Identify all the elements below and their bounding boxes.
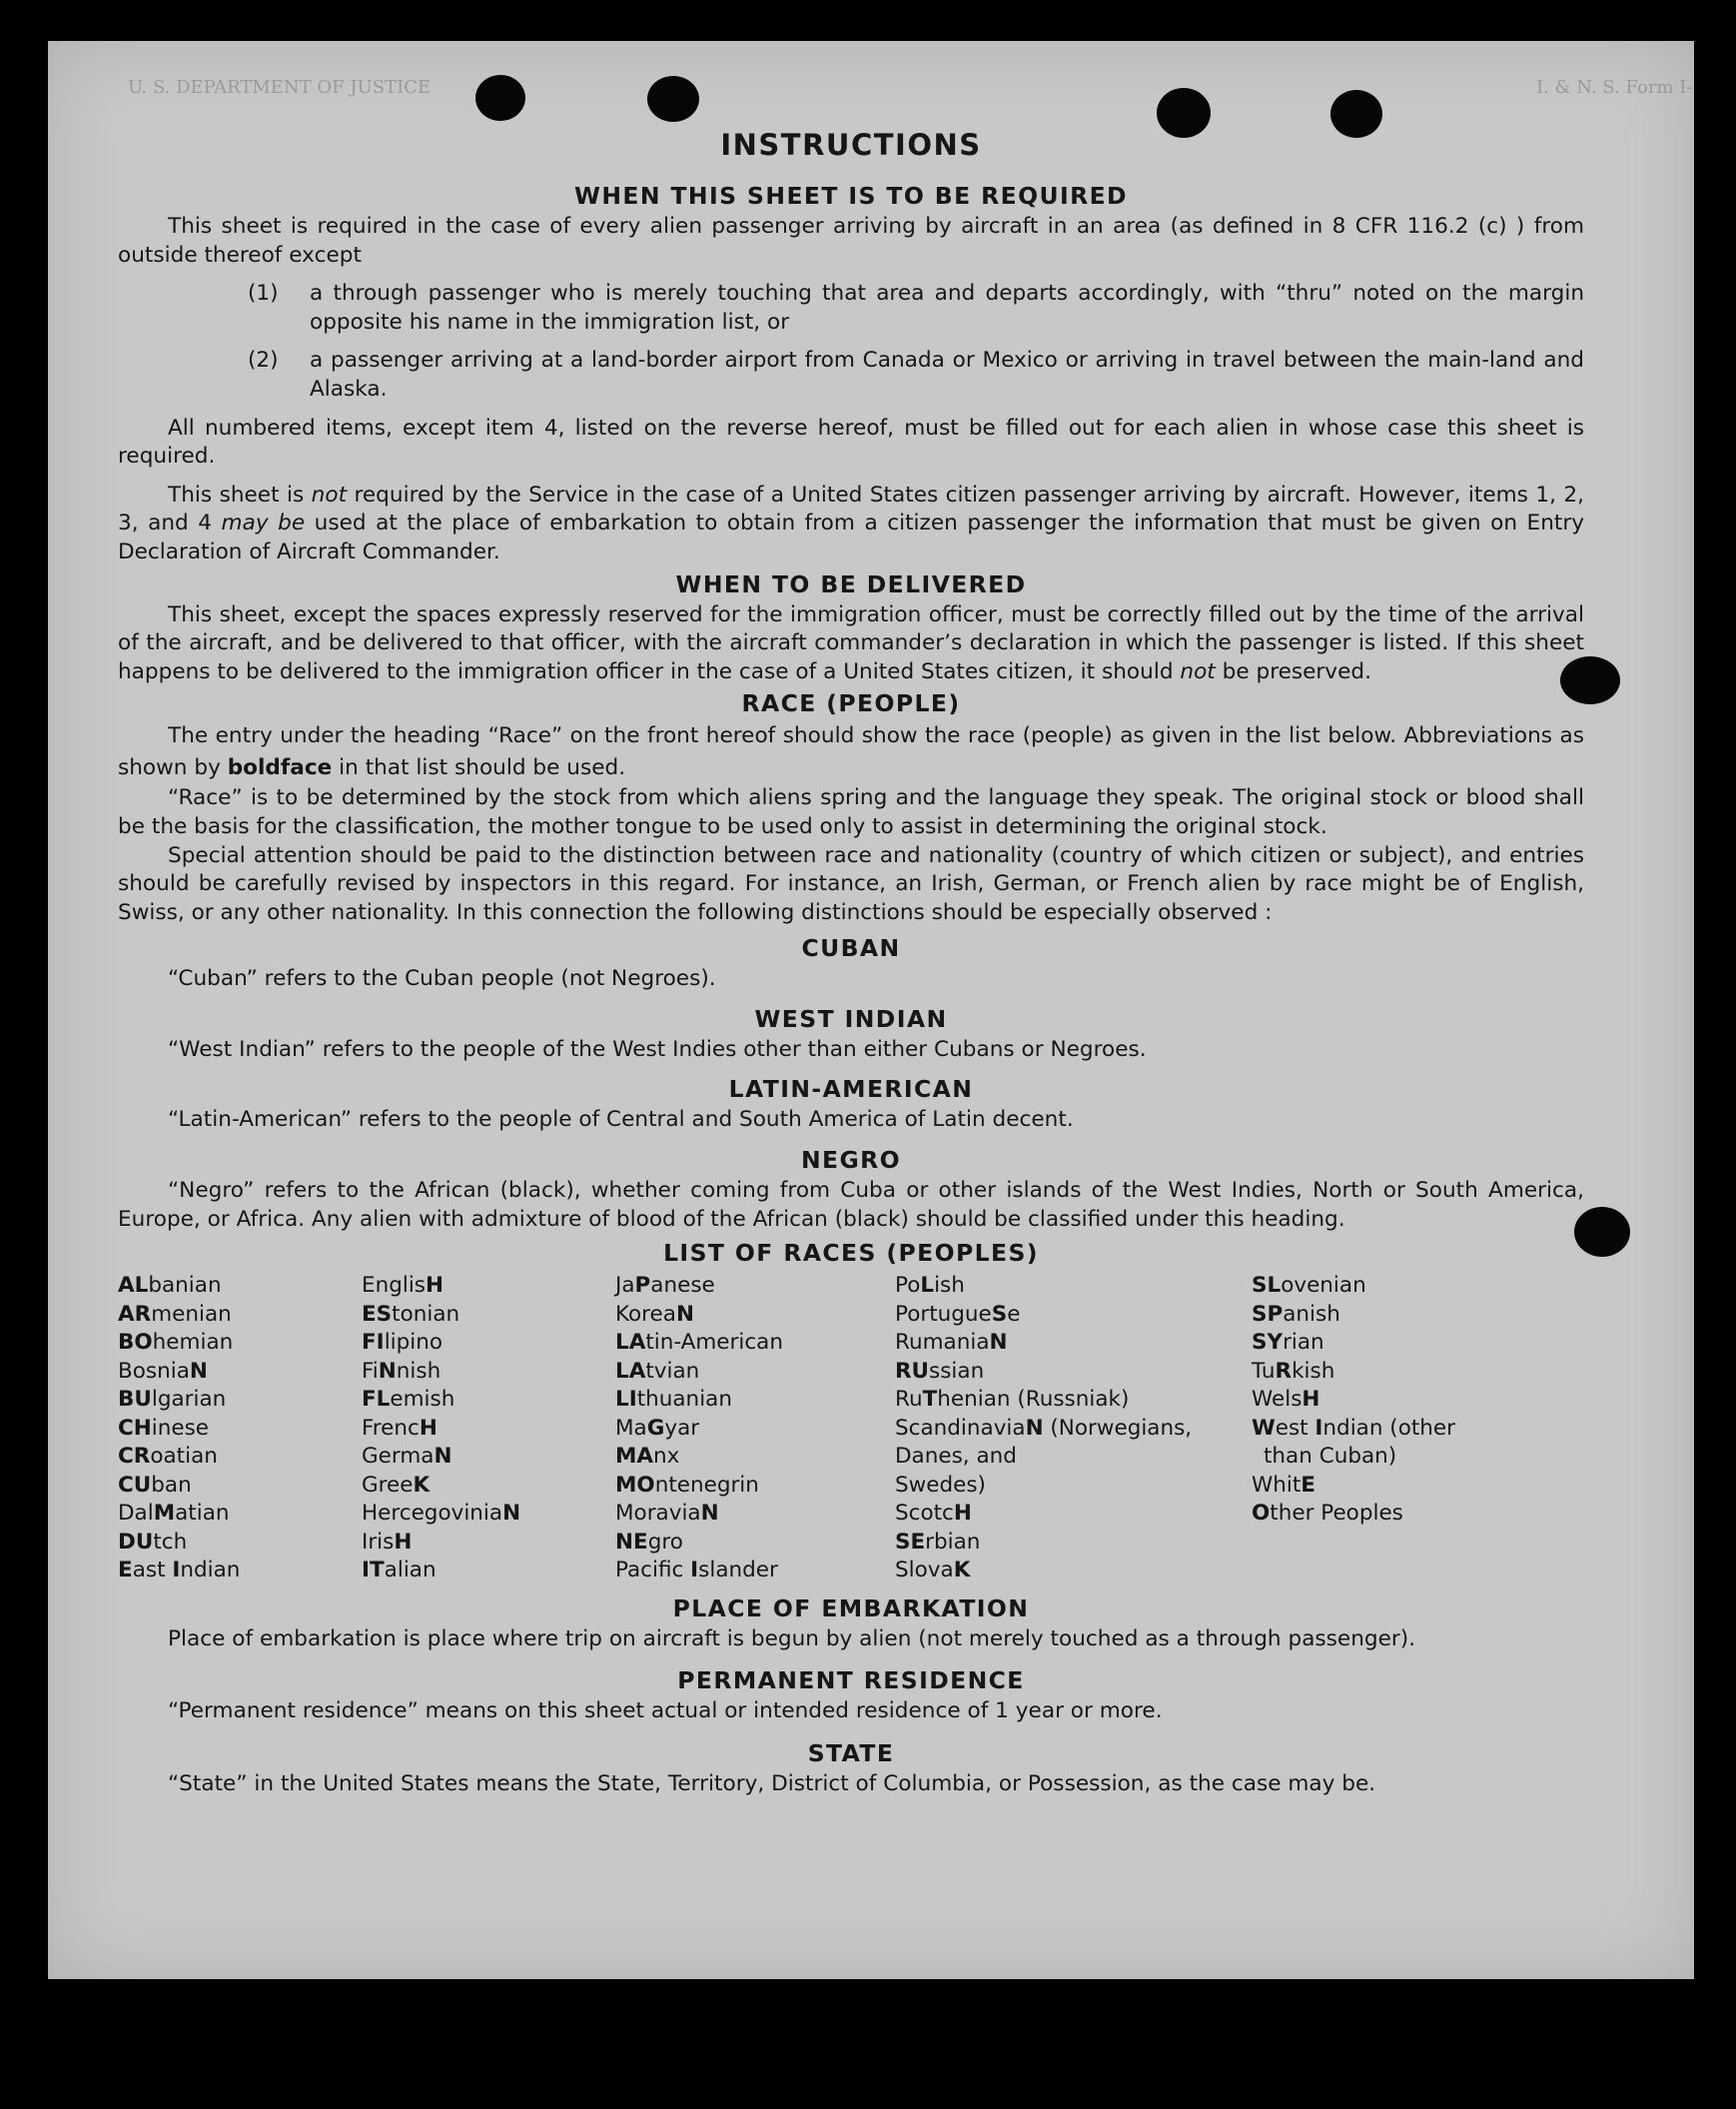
para-negro: “Negro” refers to the African (black), whether coming from Cuba or other islands of the West Indies, North or South America, Europe, or Africa. Any alien with admixture of blood of the African (black) should be classified under this heading.: [118, 1178, 1584, 1232]
race-entry: FIlipino: [362, 1330, 443, 1356]
punch-hole: [647, 76, 699, 122]
race-entry: SPanish: [1252, 1301, 1340, 1327]
race-entry: ScandinaviaN (Norwegians,: [895, 1415, 1193, 1441]
heading-race: RACE (PEOPLE): [741, 689, 961, 718]
race-column: [362, 1272, 615, 1585]
para-race-distinction: Special attention should be paid to the distinction between race and nationality (country of which citizen or subject), and entries should be carefully revised by inspectors in this regard. For instance, an Irish, German, or French alien by race might be of English, Swiss, or any other nationality. In this connection the following distinctions should be especially observed :: [118, 842, 1584, 925]
heading-when-delivered: WHEN TO BE DELIVERED: [675, 569, 1027, 598]
race-entry: TuRkish: [1252, 1358, 1335, 1384]
race-entry: WhitE: [1252, 1472, 1315, 1498]
item-number: (1): [248, 281, 279, 307]
race-entry: FLemish: [362, 1387, 455, 1413]
race-entry: ALbanian: [118, 1273, 222, 1299]
item-text: a through passenger who is merely touching that area and departs accordingly, with “thru” noted on the margin opposite his name in the immigration list, or: [310, 281, 1584, 335]
race-entry: IrisH: [362, 1529, 413, 1555]
para-delivered: This sheet, except the spaces expressly reserved for the immigration officer, must be correctly filled out by the time of the arrival of the aircraft, and be delivered to that officer, with the aircraft commander’s declaration in which the passenger is listed. If this sheet happens to be delivered to the immigration officer in the case of a United States citizen, it should not be preserved.: [118, 601, 1584, 684]
item-number: (2): [248, 348, 279, 374]
race-entry: SlovaK: [895, 1558, 971, 1583]
instructions-content: [118, 125, 1584, 1799]
heading-west-indian: WEST INDIAN: [754, 1004, 948, 1033]
race-entry: MOntenegrin: [615, 1472, 759, 1498]
item-text: a passenger arriving at a land-border airport from Canada or Mexico or arriving in travel between the main-land and Alaska.: [310, 348, 1584, 402]
race-entry: Danes, and: [895, 1444, 1017, 1470]
race-entry: LAtin-American: [615, 1330, 783, 1356]
race-entry: Other Peoples: [1252, 1501, 1403, 1527]
race-entry: SErbian: [895, 1529, 981, 1555]
heading-state: STATE: [807, 1738, 895, 1767]
race-entry: LIthuanian: [615, 1387, 732, 1413]
race-entry: EStonian: [362, 1301, 460, 1327]
race-entry: Swedes): [895, 1472, 986, 1498]
punch-hole: [475, 75, 525, 121]
race-entry: NEgro: [615, 1529, 683, 1555]
required-intro: This sheet is required in the case of every alien passenger arriving by aircraft in an area (as defined in 8 CFR 116.2 (c) ) from outside thereof except: [118, 214, 1584, 268]
race-column: [118, 1272, 362, 1585]
race-entry: HercegoviniaN: [362, 1501, 521, 1527]
race-entry: DUtch: [118, 1529, 188, 1555]
race-entry: BUlgarian: [118, 1387, 227, 1413]
race-entry: East Indian: [118, 1558, 241, 1583]
para-cuban: “Cuban” refers to the Cuban people (not Negroes).: [168, 966, 716, 992]
para-citizen: This sheet is not required by the Service in the case of a United States citizen passenger arriving by aircraft. However, items 1, 2, 3, and 4 may be used at the place of embarkation to obtain from a citizen passenger the information that must be given on Entry Declaration of Aircraft Commander.: [118, 482, 1585, 564]
race-entry: EnglisH: [362, 1273, 444, 1299]
heading-latin-american: LATIN-AMERICAN: [728, 1075, 974, 1104]
race-entry: BosniaN: [118, 1358, 208, 1384]
heading-negro: NEGRO: [800, 1146, 902, 1175]
race-entry: ScotcH: [895, 1501, 972, 1527]
race-entry: MaGyar: [615, 1415, 700, 1441]
para-race-stock: “Race” is to be determined by the stock from which aliens spring and the language they speak. The original stock or blood shall be the basis for the classification, the mother tongue to be used only to assist in determining the original stock.: [118, 785, 1584, 839]
race-entry: CHinese: [118, 1415, 210, 1441]
header-stamp-left: U. S. DEPARTMENT OF JUSTICE: [128, 77, 432, 98]
race-list: [118, 1272, 1584, 1585]
race-entry: West Indian (other: [1252, 1415, 1455, 1441]
race-entry: RuThenian (Russniak): [895, 1387, 1130, 1413]
race-column: [1252, 1272, 1581, 1585]
race-entry: JaPanese: [615, 1273, 715, 1299]
para-numbered-items: All numbered items, except item 4, listed on the reverse hereof, must be filled out for each alien in whose case this sheet is required.: [118, 415, 1584, 470]
page-title: INSTRUCTIONS: [720, 128, 982, 162]
race-entry: BOhemian: [118, 1330, 234, 1356]
race-entry: RumaniaN: [895, 1330, 1008, 1356]
race-entry: LAtvian: [615, 1358, 700, 1384]
race-entry: PortugueSe: [895, 1301, 1021, 1327]
race-entry: CUban: [118, 1472, 192, 1498]
race-entry: Pacific Islander: [615, 1558, 778, 1583]
race-entry: KoreaN: [615, 1301, 694, 1327]
para-state: “State” in the United States means the State, Territory, District of Columbia, or Possession, as the case may be.: [168, 1770, 1376, 1796]
race-entry: SLovenian: [1252, 1273, 1366, 1299]
heading-permanent-residence: PERMANENT RESIDENCE: [677, 1666, 1025, 1695]
race-entry: CRoatian: [118, 1444, 218, 1470]
race-entry: than Cuban): [1264, 1444, 1397, 1470]
heading-when-required: WHEN THIS SHEET IS TO BE REQUIRED: [574, 182, 1128, 210]
race-entry: DalMatian: [118, 1501, 230, 1527]
para-west-indian: “West Indian” refers to the people of the West Indies other than either Cubans or Negroes.: [168, 1036, 1147, 1062]
race-entry: FrencH: [362, 1415, 437, 1441]
para-embarkation: Place of embarkation is place where trip on aircraft is begun by alien (not merely touched as a through passenger).: [168, 1625, 1416, 1651]
race-entry: GermaN: [362, 1444, 452, 1470]
exception-item-2: [248, 347, 1584, 404]
race-entry: MAnx: [615, 1444, 680, 1470]
para-permanent-residence: “Permanent residence” means on this sheet actual or intended residence of 1 year or more.: [168, 1698, 1163, 1724]
race-entry: RUssian: [895, 1358, 985, 1384]
heading-cuban: CUBAN: [801, 934, 901, 963]
race-entry: PoLish: [895, 1273, 965, 1299]
para-latin-american: “Latin-American” refers to the people of Central and South America of Latin decent.: [168, 1107, 1074, 1133]
race-entry: WelsH: [1252, 1387, 1320, 1413]
heading-list-of-races: LIST OF RACES (PEOPLES): [663, 1239, 1039, 1268]
race-entry: MoraviaN: [615, 1501, 719, 1527]
race-entry: FiNnish: [362, 1358, 441, 1384]
heading-embarkation: PLACE OF EMBARKATION: [672, 1593, 1030, 1622]
race-entry: GreeK: [362, 1472, 431, 1498]
race-entry: ITalian: [362, 1558, 436, 1583]
exception-item-1: [248, 280, 1584, 337]
race-entry: ARmenian: [118, 1301, 232, 1327]
para-race-entry: The entry under the heading “Race” on the front hereof should show the race (people) as given in the list below. Abbreviations as shown by boldface in that list should be used.: [118, 723, 1584, 781]
race-column: [895, 1272, 1252, 1585]
race-column: [615, 1272, 895, 1585]
race-entry: SYrian: [1252, 1330, 1324, 1356]
header-stamp-right: I. & N. S. Form I-: [1536, 77, 1693, 98]
